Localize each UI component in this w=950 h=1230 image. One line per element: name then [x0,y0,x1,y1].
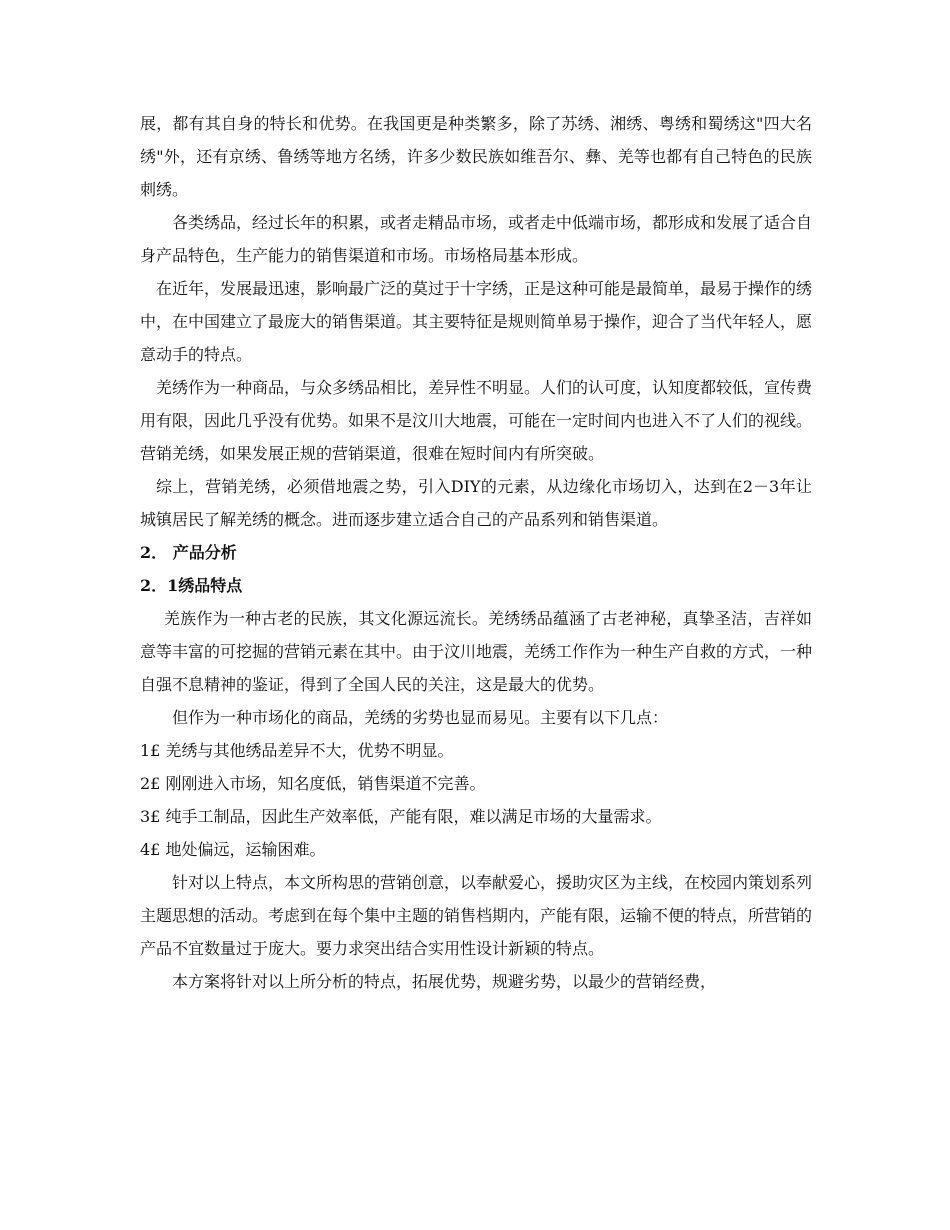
paragraph: 但作为一种市场化的商品，羌绣的劣势也显而易见。主要有以下几点： [172,708,669,727]
paragraph: 羌绣作为一种商品，与众多绣品相比，差异性不明显。人们的认可度，认知度都较低，宣传费用有限，因此几乎没有优势。如果不是汶川大地震，可能在一定时间内也进入不了人们的视线。营销羌绣，如果发展正规的营销渠道，很难在短时间内有所突破。 [140,378,813,463]
list-item: 2£ 刚刚进入市场，知名度低，销售渠道不完善。 [140,774,486,793]
list-item: 3£ 纯手工制品，因此生产效率低，产能有限，难以满足市场的大量需求。 [140,807,662,826]
subsection-heading: 2．1绣品特点 [140,576,243,595]
paragraph: 针对以上特点，本文所构思的营销创意，以奉献爱心，援助灾区为主线，在校园内策划系列主题思想的活动。考虑到在每个集中主题的销售档期内，产能有限，运输不便的特点，所营销的产品不宜数量过于庞大。要力求突出结合实用性设计新颖的特点。 [140,873,813,958]
paragraph: 羌族作为一种古老的民族，其文化源远流长。羌绣绣品蕴涵了古老神秘，真挚圣洁，吉祥如意等丰富的可挖掘的营销元素在其中。由于汶川地震，羌绣工作作为一种生产自救的方式，一种自强不息精神的鉴证，得到了全国人民的关注，这是最大的优势。 [140,609,813,694]
paragraph: 展，都有其自身的特长和优势。在我国更是种类繁多，除了苏绣、湘绣、粤绣和蜀绣这"四大名绣"外，还有京绣、鲁绣等地方名绣，许多少数民族如维吾尔、彝、羌等也都有自己特色的民族刺绣。 [140,114,812,199]
paragraph: 综上，营销羌绣，必须借地震之势，引入DIY的元素，从边缘化市场切入，达到在2－3年让城镇居民了解羌绣的概念。进而逐步建立适合自己的产品系列和销售渠道。 [140,477,812,529]
list-item: 1£ 羌绣与其他绣品差异不大，优势不明显。 [140,741,454,760]
paragraph: 各类绣品，经过长年的积累，或者走精品市场，或者走中低端市场，都形成和发展了适合自身产品特色，生产能力的销售渠道和市场。市场格局基本形成。 [140,213,813,265]
document-body [140,107,812,998]
paragraph: 本方案将针对以上所分析的特点，拓展优势，规避劣势，以最少的营销经费， [172,972,717,991]
paragraph: 在近年，发展最迅速，影响最广泛的莫过于十字绣，正是这种可能是最简单，最易于操作的绣中，在中国建立了最庞大的销售渠道。其主要特征是规则简单易于操作，迎合了当代年轻人，愿意动手的特点。 [140,279,813,364]
section-heading: 2． 产品分析 [140,543,237,562]
list-item: 4£ 地处偏远，运输困难。 [140,840,326,859]
